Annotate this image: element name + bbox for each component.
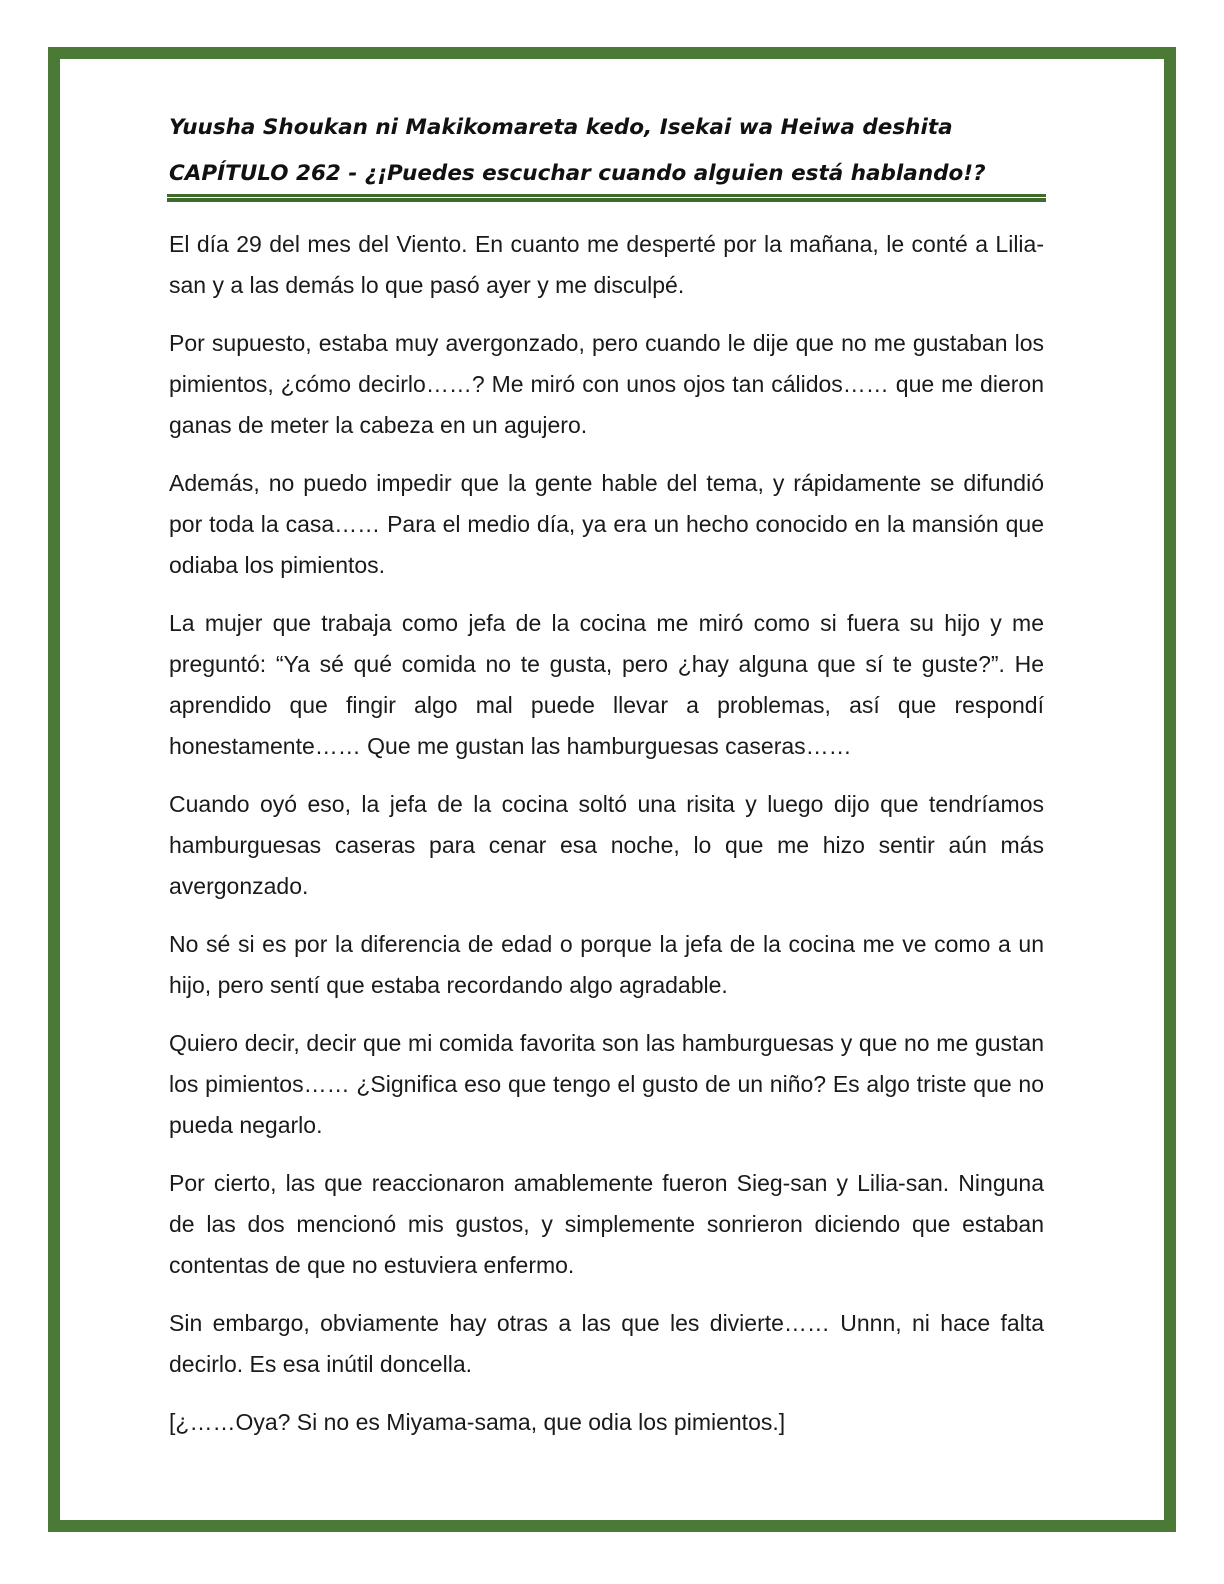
paragraph: Por supuesto, estaba muy avergonzado, pero cuando le dije que no me gustaban los pimientos, ¿cómo decirlo……? Me miró con unos ojos tan cálidos…… que me dieron ganas de meter la cabeza en un agujero. (169, 330, 1044, 438)
title-divider (167, 194, 1046, 202)
paragraph: Además, no puedo impedir que la gente hable del tema, y rápidamente se difundió por toda la casa…… Para el medio día, ya era un hecho conocido en la mansión que odiaba los pimientos. (169, 470, 1044, 578)
paragraph: [¿……Oya? Si no es Miyama-sama, que odia los pimientos.] (169, 1409, 786, 1435)
paragraph: Por cierto, las que reaccionaron amablemente fueron Sieg-san y Lilia-san. Ninguna de las dos mencionó mis gustos, y simplemente sonrieron diciendo que estaban contentas de que no estuviera enfermo. (169, 1170, 1044, 1278)
chapter-title: CAPÍTULO 262 - ¿¡Puedes escuchar cuando alguien está hablando!? (169, 161, 986, 186)
paragraph: El día 29 del mes del Viento. En cuanto me desperté por la mañana, le conté a Lilia-san y a las demás lo que pasó ayer y me disculpé. (169, 231, 1044, 298)
paragraph: Cuando oyó eso, la jefa de la cocina soltó una risita y luego dijo que tendríamos hamburguesas caseras para cenar esa noche, lo que me hizo sentir aún más avergonzado. (169, 791, 1044, 899)
paragraph: La mujer que trabaja como jefa de la cocina me miró como si fuera su hijo y me preguntó: “Ya sé qué comida no te gusta, pero ¿hay alguna que sí te guste?”. He aprendido que fingir algo mal puede llevar a problemas, así que respondí honestamente…… Que me gustan las hamburguesas caseras…… (169, 610, 1044, 759)
series-title: Yuusha Shoukan ni Makikomareta kedo, Isekai wa Heiwa deshita (169, 115, 953, 140)
document-content (169, 110, 1044, 1460)
paragraph: Sin embargo, obviamente hay otras a las que les divierte…… Unnn, ni hace falta decirlo. Es esa inútil doncella. (169, 1310, 1044, 1377)
paragraph: Quiero decir, decir que mi comida favorita son las hamburguesas y que no me gustan los pimientos…… ¿Significa eso que tengo el gusto de un niño? Es algo triste que no pueda negarlo. (169, 1030, 1044, 1138)
chapter-body (169, 224, 1044, 1443)
paragraph: No sé si es por la diferencia de edad o porque la jefa de la cocina me ve como a un hijo, pero sentí que estaba recordando algo agradable. (169, 931, 1044, 998)
